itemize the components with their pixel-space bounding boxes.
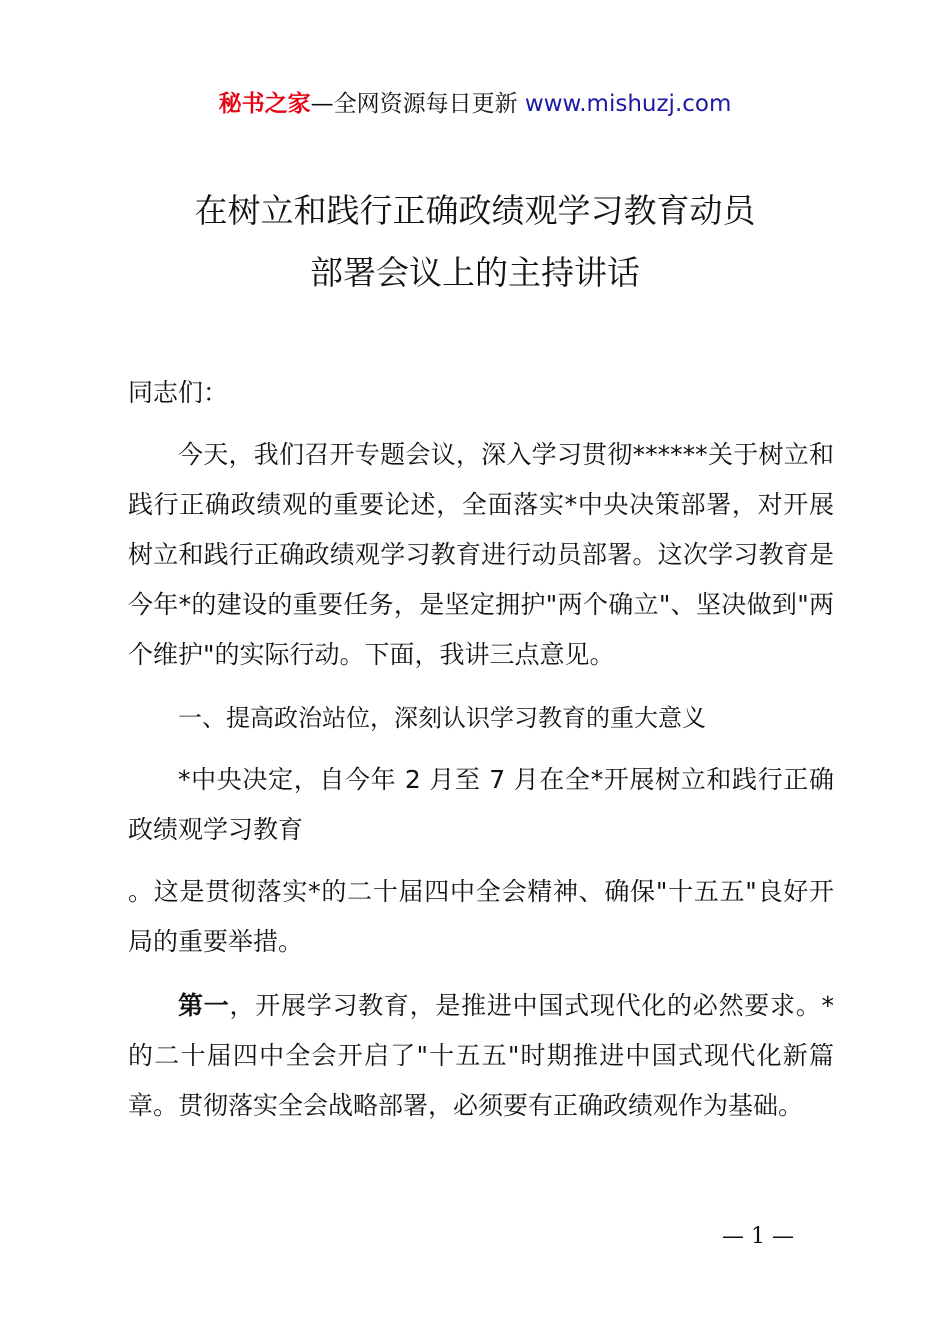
title-line-1: 在树立和践行正确政绩观学习教育动员 bbox=[194, 191, 756, 230]
page-number: — 1 — bbox=[722, 1224, 794, 1249]
brand-name: 秘书之家 bbox=[218, 91, 311, 117]
document-title bbox=[0, 180, 950, 304]
paragraph-intro: 今天，我们召开专题会议，深入学习贯彻******关于树立和践行正确政绩观的重要论述，全面落实*中央决策部署，对开展树立和践行正确政绩观学习教育进行动员部署。这次学习教育是今年*的建设的重要任务，是坚定拥护"两个确立"、坚决做到"两个维护"的实际行动。下面，我讲三点意见。 bbox=[128, 440, 834, 669]
first-point-label: 第一 bbox=[178, 991, 230, 1020]
first-point-text: ，开展学习教育，是推进中国式现代化的必然要求。*的二十届四中全会开启了"十五五"时期推进中国式现代化新篇章。贯彻落实全会战略部署，必须要有正确政绩观作为基础。 bbox=[128, 991, 834, 1120]
title-line-2: 部署会议上的主持讲话 bbox=[310, 253, 640, 292]
banner-tagline: —全网资源每日更新 bbox=[310, 91, 525, 117]
salutation: 同志们： bbox=[128, 378, 229, 407]
site-banner bbox=[0, 86, 950, 122]
paragraph-decision: *中央决定，自今年 2 月至 7 月在全*开展树立和践行正确政绩观学习教育 bbox=[128, 765, 834, 844]
site-url[interactable]: www.mishuzj.com bbox=[524, 91, 732, 117]
paragraph-first-point bbox=[128, 981, 834, 1131]
section-heading-1: 一、提高政治站位，深刻认识学习教育的重大意义 bbox=[178, 704, 706, 732]
paragraph-significance: 。这是贯彻落实*的二十届四中全会精神、确保"十五五"良好开局的重要举措。 bbox=[128, 877, 834, 956]
